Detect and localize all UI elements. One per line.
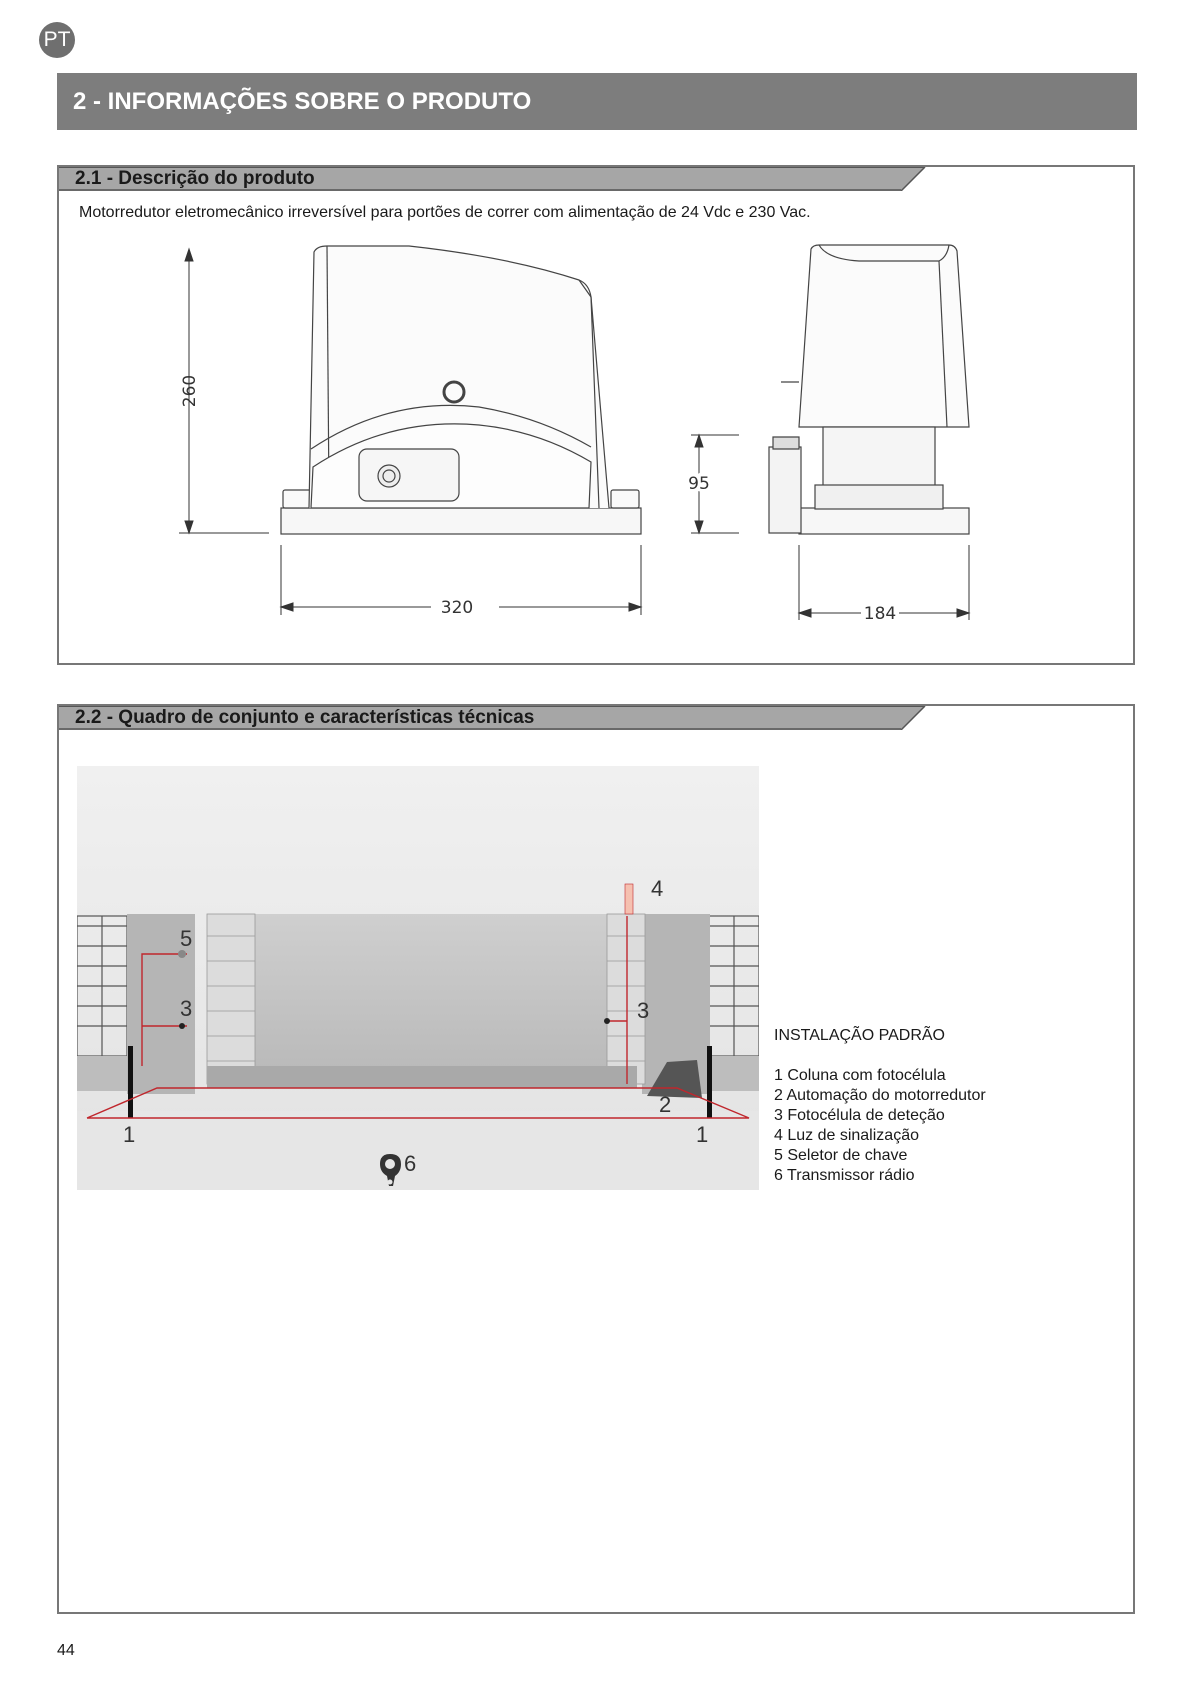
label-4: 4	[651, 876, 664, 901]
overview-section	[57, 704, 1135, 1614]
label-3-left: 3	[180, 996, 193, 1021]
label-1-right: 1	[696, 1122, 709, 1147]
wall-right	[705, 1056, 759, 1091]
height-dimension-label: 260	[180, 374, 200, 408]
motor-front-view	[281, 246, 641, 534]
label-3-right: 3	[637, 998, 650, 1023]
legend-item: 5 Seletor de chave	[774, 1147, 908, 1164]
legend-item: 4 Luz de sinalização	[774, 1127, 919, 1144]
gate-frame-left	[207, 914, 255, 1084]
photocell-right	[604, 1018, 610, 1024]
page-number: 44	[57, 1642, 75, 1659]
section-title: 2.2 - Quadro de conjunto e características técnicas	[75, 707, 535, 728]
label-2: 2	[659, 1092, 672, 1117]
legend-item: 1 Coluna com fotocélula	[774, 1067, 946, 1084]
label-1-left: 1	[123, 1122, 136, 1147]
label-5: 5	[180, 926, 193, 951]
language-badge: PT	[39, 22, 75, 58]
photocell-left	[179, 1023, 185, 1029]
legend-title: INSTALAÇÃO PADRÃO	[774, 1027, 945, 1044]
label-6: 6	[404, 1151, 417, 1176]
sliding-gate	[207, 914, 637, 1084]
installation-photo	[77, 766, 759, 1190]
photocell-column-right	[707, 1046, 712, 1118]
motor-side-view	[769, 245, 969, 534]
depth-dimension-label: 184	[863, 604, 897, 624]
section-title-bar	[59, 706, 929, 730]
gate-rail	[207, 1066, 637, 1088]
side-height-dimension-label: 95	[688, 474, 710, 494]
photocell-column-left	[128, 1046, 133, 1118]
legend-item: 2 Automação do motorredutor	[774, 1087, 986, 1104]
installation-legend	[774, 1026, 986, 1186]
legend-item: 6 Transmissor rádio	[774, 1167, 915, 1184]
width-dimension-label: 320	[440, 598, 474, 618]
key-selector	[178, 950, 186, 958]
page-title: 2 - INFORMAÇÕES SOBRE O PRODUTO	[57, 73, 1137, 130]
wall-left	[77, 1056, 132, 1091]
product-description: Motorredutor eletromecânico irreversível para portões de correr com alimentação de 24 Vdc e 230 Vac.	[79, 204, 811, 221]
legend-item: 3 Fotocélula de deteção	[774, 1107, 945, 1124]
product-description-section	[57, 165, 1135, 665]
section-title: 2.1 - Descrição do produto	[75, 168, 315, 189]
signal-light	[625, 884, 633, 914]
product-dimension-drawing	[59, 167, 1133, 663]
